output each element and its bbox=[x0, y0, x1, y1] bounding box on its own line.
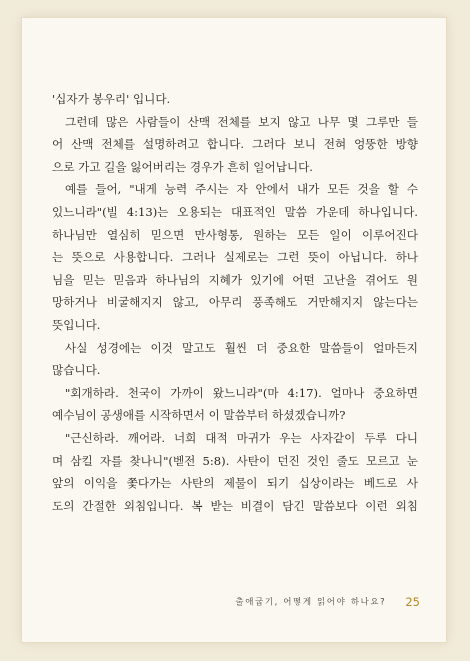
body-line: "회개하라. 천국이 가까이 왔느니라"(마 4:17). 얼마나 중요하면 bbox=[65, 385, 418, 400]
body-line: '십자가 봉우리' 입니다. bbox=[52, 92, 171, 106]
body-line: 하나님만 열심히 믿으면 만사형통, 원하는 모든 일이 이루어진다 bbox=[52, 227, 418, 242]
book-page bbox=[22, 18, 446, 642]
body-line: 예수님이 공생애를 시작하면서 이 말씀부터 하셨겠습니까? bbox=[52, 408, 346, 423]
body-line: 뜻입니다. bbox=[52, 317, 101, 332]
body-line: 는 뜻으로 사용합니다. 그러나 실제로는 그런 뜻이 아닙니다. 하나 bbox=[52, 250, 418, 265]
body-line: 많습니다. bbox=[52, 363, 101, 378]
body-line: 그런데 많은 사람들이 산맥 전체를 보지 않고 나무 몇 그루만 들 bbox=[65, 114, 418, 129]
page-footer bbox=[22, 591, 420, 610]
body-line: 사실 성경에는 이것 말고도 훨씬 더 중요한 말씀들이 얼마든지 bbox=[65, 340, 418, 355]
body-line: 망하거나 비굴해지지 않고, 아무리 풍족해도 거만해지지 않는다는 bbox=[52, 295, 418, 310]
running-head: 출애굽기, 어떻게 읽어야 하나요? bbox=[235, 597, 387, 608]
body-line: 있느니라"(빌 4:13)는 오용되는 대표적인 말씀 가운데 하나입니다. bbox=[52, 204, 418, 219]
body-line: 예를 들어, "내게 능력 주시는 자 안에서 내가 모든 것을 할 수 bbox=[65, 182, 418, 197]
body-line: 며 삼킬 자를 찾나니"(벧전 5:8). 사탄이 던진 것인 줄도 모르고 눈 bbox=[52, 453, 418, 468]
page-number: 25 bbox=[405, 594, 420, 609]
body-line: 앞의 이익을 쫓다가는 사탄의 제물이 되기 십상이라는 베드로 사 bbox=[52, 476, 418, 491]
body-line: 님을 믿는 믿음과 하나님의 지혜가 있기에 어떤 고난을 겪어도 원 bbox=[52, 272, 418, 287]
body-line: "근신하라. 깨어라. 너희 대적 마귀가 우는 사자같이 두루 다니 bbox=[65, 430, 418, 445]
body-text bbox=[52, 88, 418, 517]
body-line: 으로 가고 길을 잃어버리는 경우가 흔히 일어납니다. bbox=[52, 159, 313, 174]
body-line: 어 산맥 전체를 설명하려고 합니다. 그러다 보니 전혀 엉뚱한 방향 bbox=[52, 137, 418, 152]
body-line: 도의 간절한 외침입니다. 복 받는 비결이 담긴 말씀보다 이런 외침 bbox=[52, 498, 418, 513]
